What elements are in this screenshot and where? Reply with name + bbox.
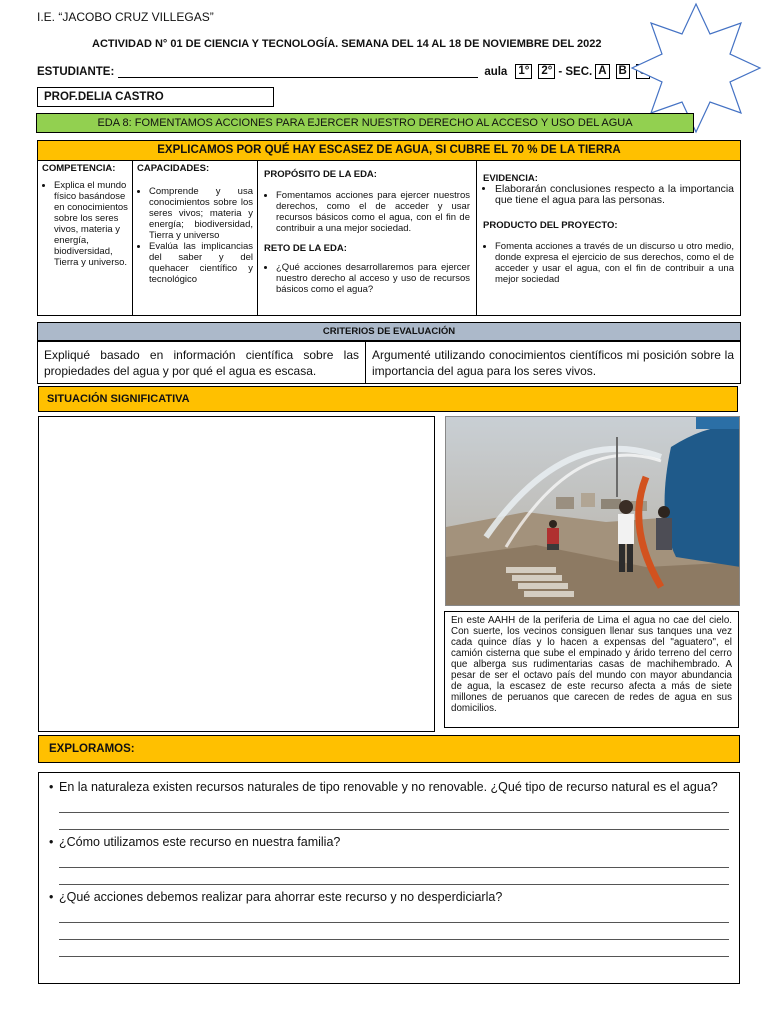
activity-title: ACTIVIDAD N° 01 DE CIENCIA Y TECNOLOGÍA. SEMANA DEL 14 AL 18 DE NOVIEMBRE DEL 2022 <box>92 38 602 50</box>
competencia-label: COMPETENCIA: <box>42 163 116 174</box>
answer-1-line-2[interactable] <box>59 813 729 830</box>
eda-info-table <box>37 140 741 316</box>
criterion-2: Argumenté utilizando conocimientos científicos mi posición sobre la importancia del agua para los seres vivos. <box>366 341 741 384</box>
main-title: EXPLICAMOS POR QUÉ HAY ESCASEZ DE AGUA, SI CUBRE EL 70 % DE LA TIERRA <box>38 141 740 161</box>
answer-3-line-1[interactable] <box>59 906 729 923</box>
explore-questions <box>38 772 740 984</box>
question-2 <box>49 834 729 851</box>
question-2-text: ¿Cómo utilizamos este recurso en nuestra familia? <box>59 835 341 849</box>
competencia-text: • Explica el mundo físico basándose en conocimientos sobre los seres vivos, materia y energía, biodiversidad, Tierra y universo. <box>54 180 128 268</box>
student-label: ESTUDIANTE: <box>37 65 115 78</box>
water-truck-photo <box>445 416 740 606</box>
producto-label: PRODUCTO DEL PROYECTO: <box>483 220 618 231</box>
capacidades-label: CAPACIDADES: <box>137 163 210 174</box>
answer-2-line-2[interactable] <box>59 868 729 885</box>
grade-2-box[interactable]: 2° <box>538 64 555 79</box>
teacher-name: PROF.DELIA CASTRO <box>37 87 274 107</box>
bullet-icon: • <box>49 780 54 794</box>
evidencia-label: EVIDENCIA: <box>483 173 538 184</box>
answer-2-line-1[interactable] <box>59 851 729 868</box>
capacidades-column <box>133 161 258 315</box>
criteria-header: CRITERIOS DE EVALUACIÓN <box>37 322 741 341</box>
producto-text: • Fomenta acciones a través de un discurso u otro medio, donde expresa el ejercicio de sus derechos, como el de acceder y usar el agua, con el fin de contribuir a una mejor sociedad <box>495 241 734 285</box>
situation-header: SITUACIÓN SIGNIFICATIVA <box>38 386 738 412</box>
question-1 <box>49 779 729 796</box>
student-row <box>37 64 653 79</box>
proposito-text: • Fomentamos acciones para ejercer nuestros derechos, como el de acceder y usar recursos básicos como el agua, con el fin de contribuir a una mejor sociedad. <box>276 190 470 234</box>
proposito-column <box>258 161 477 315</box>
competencia-column <box>38 161 133 315</box>
reto-text: • ¿Qué acciones desarrollaremos para ejercer nuestro derecho al acceso y uso de recursos básicos como el agua? <box>276 262 470 295</box>
capacidad-1: • Comprende y usa conocimientos sobre los seres vivos; materia y energía; biodiversidad, Tierra y universo <box>149 186 253 241</box>
capacidad-2: • Evalúa las implicancias del saber y del quehacer científico y tecnológico <box>149 241 253 285</box>
answer-3-line-3[interactable] <box>59 940 729 957</box>
answer-1-line-1[interactable] <box>59 796 729 813</box>
answer-3-line-2[interactable] <box>59 923 729 940</box>
section-label: - SEC. <box>558 65 593 78</box>
photo-caption: En este AAHH de la periferia de Lima el agua no cae del cielo. Con suerte, los vecinos consiguen llenar sus tanques una vez cada quince días y lo hacen a expensas del "aguatero", el camión cisterna que sube el empinado y árido terreno del cerro que alberga sus rudimentarias casas de machihembrado. A pesar de ser el octavo país del mundo con mayor abundancia de agua, la escasez de este recurso afecta a más de siete millones de peruanos que carecen de redes de agua en sus domicilios. <box>444 611 739 728</box>
student-name-field[interactable] <box>118 66 478 78</box>
criterion-1: Expliqué basado en información científica sobre las propiedades del agua y por qué el agua es escasa. <box>37 341 366 384</box>
situation-text-area[interactable] <box>38 416 435 732</box>
bullet-icon: • <box>49 890 54 904</box>
bullet-icon: • <box>49 835 54 849</box>
question-3-text: ¿Qué acciones debemos realizar para ahorrar este recurso y no desperdiciarla? <box>59 890 503 904</box>
grade-1-box[interactable]: 1° <box>515 64 532 79</box>
section-a-box[interactable]: A <box>595 64 609 79</box>
reto-label: RETO DE LA EDA: <box>264 243 347 254</box>
eda-banner: EDA 8: FOMENTAMOS ACCIONES PARA EJERCER NUESTRO DERECHO AL ACCESO Y USO DEL AGUA <box>36 113 694 133</box>
school-name: I.E. “JACOBO CRUZ VILLEGAS” <box>37 10 214 24</box>
evidencia-text: • Elaborarán conclusiones respecto a la importancia que tiene el agua para las personas. <box>495 184 734 206</box>
question-3 <box>49 889 729 906</box>
proposito-label: PROPÓSITO DE LA EDA: <box>264 169 377 180</box>
section-b-box[interactable]: B <box>616 64 630 79</box>
explore-header: EXPLORAMOS: <box>38 735 740 763</box>
evidencia-column <box>477 161 740 315</box>
aula-label: aula <box>484 65 508 78</box>
question-1-text: En la naturaleza existen recursos naturales de tipo renovable y no renovable. ¿Qué tipo de recurso natural es el agua? <box>59 780 718 794</box>
